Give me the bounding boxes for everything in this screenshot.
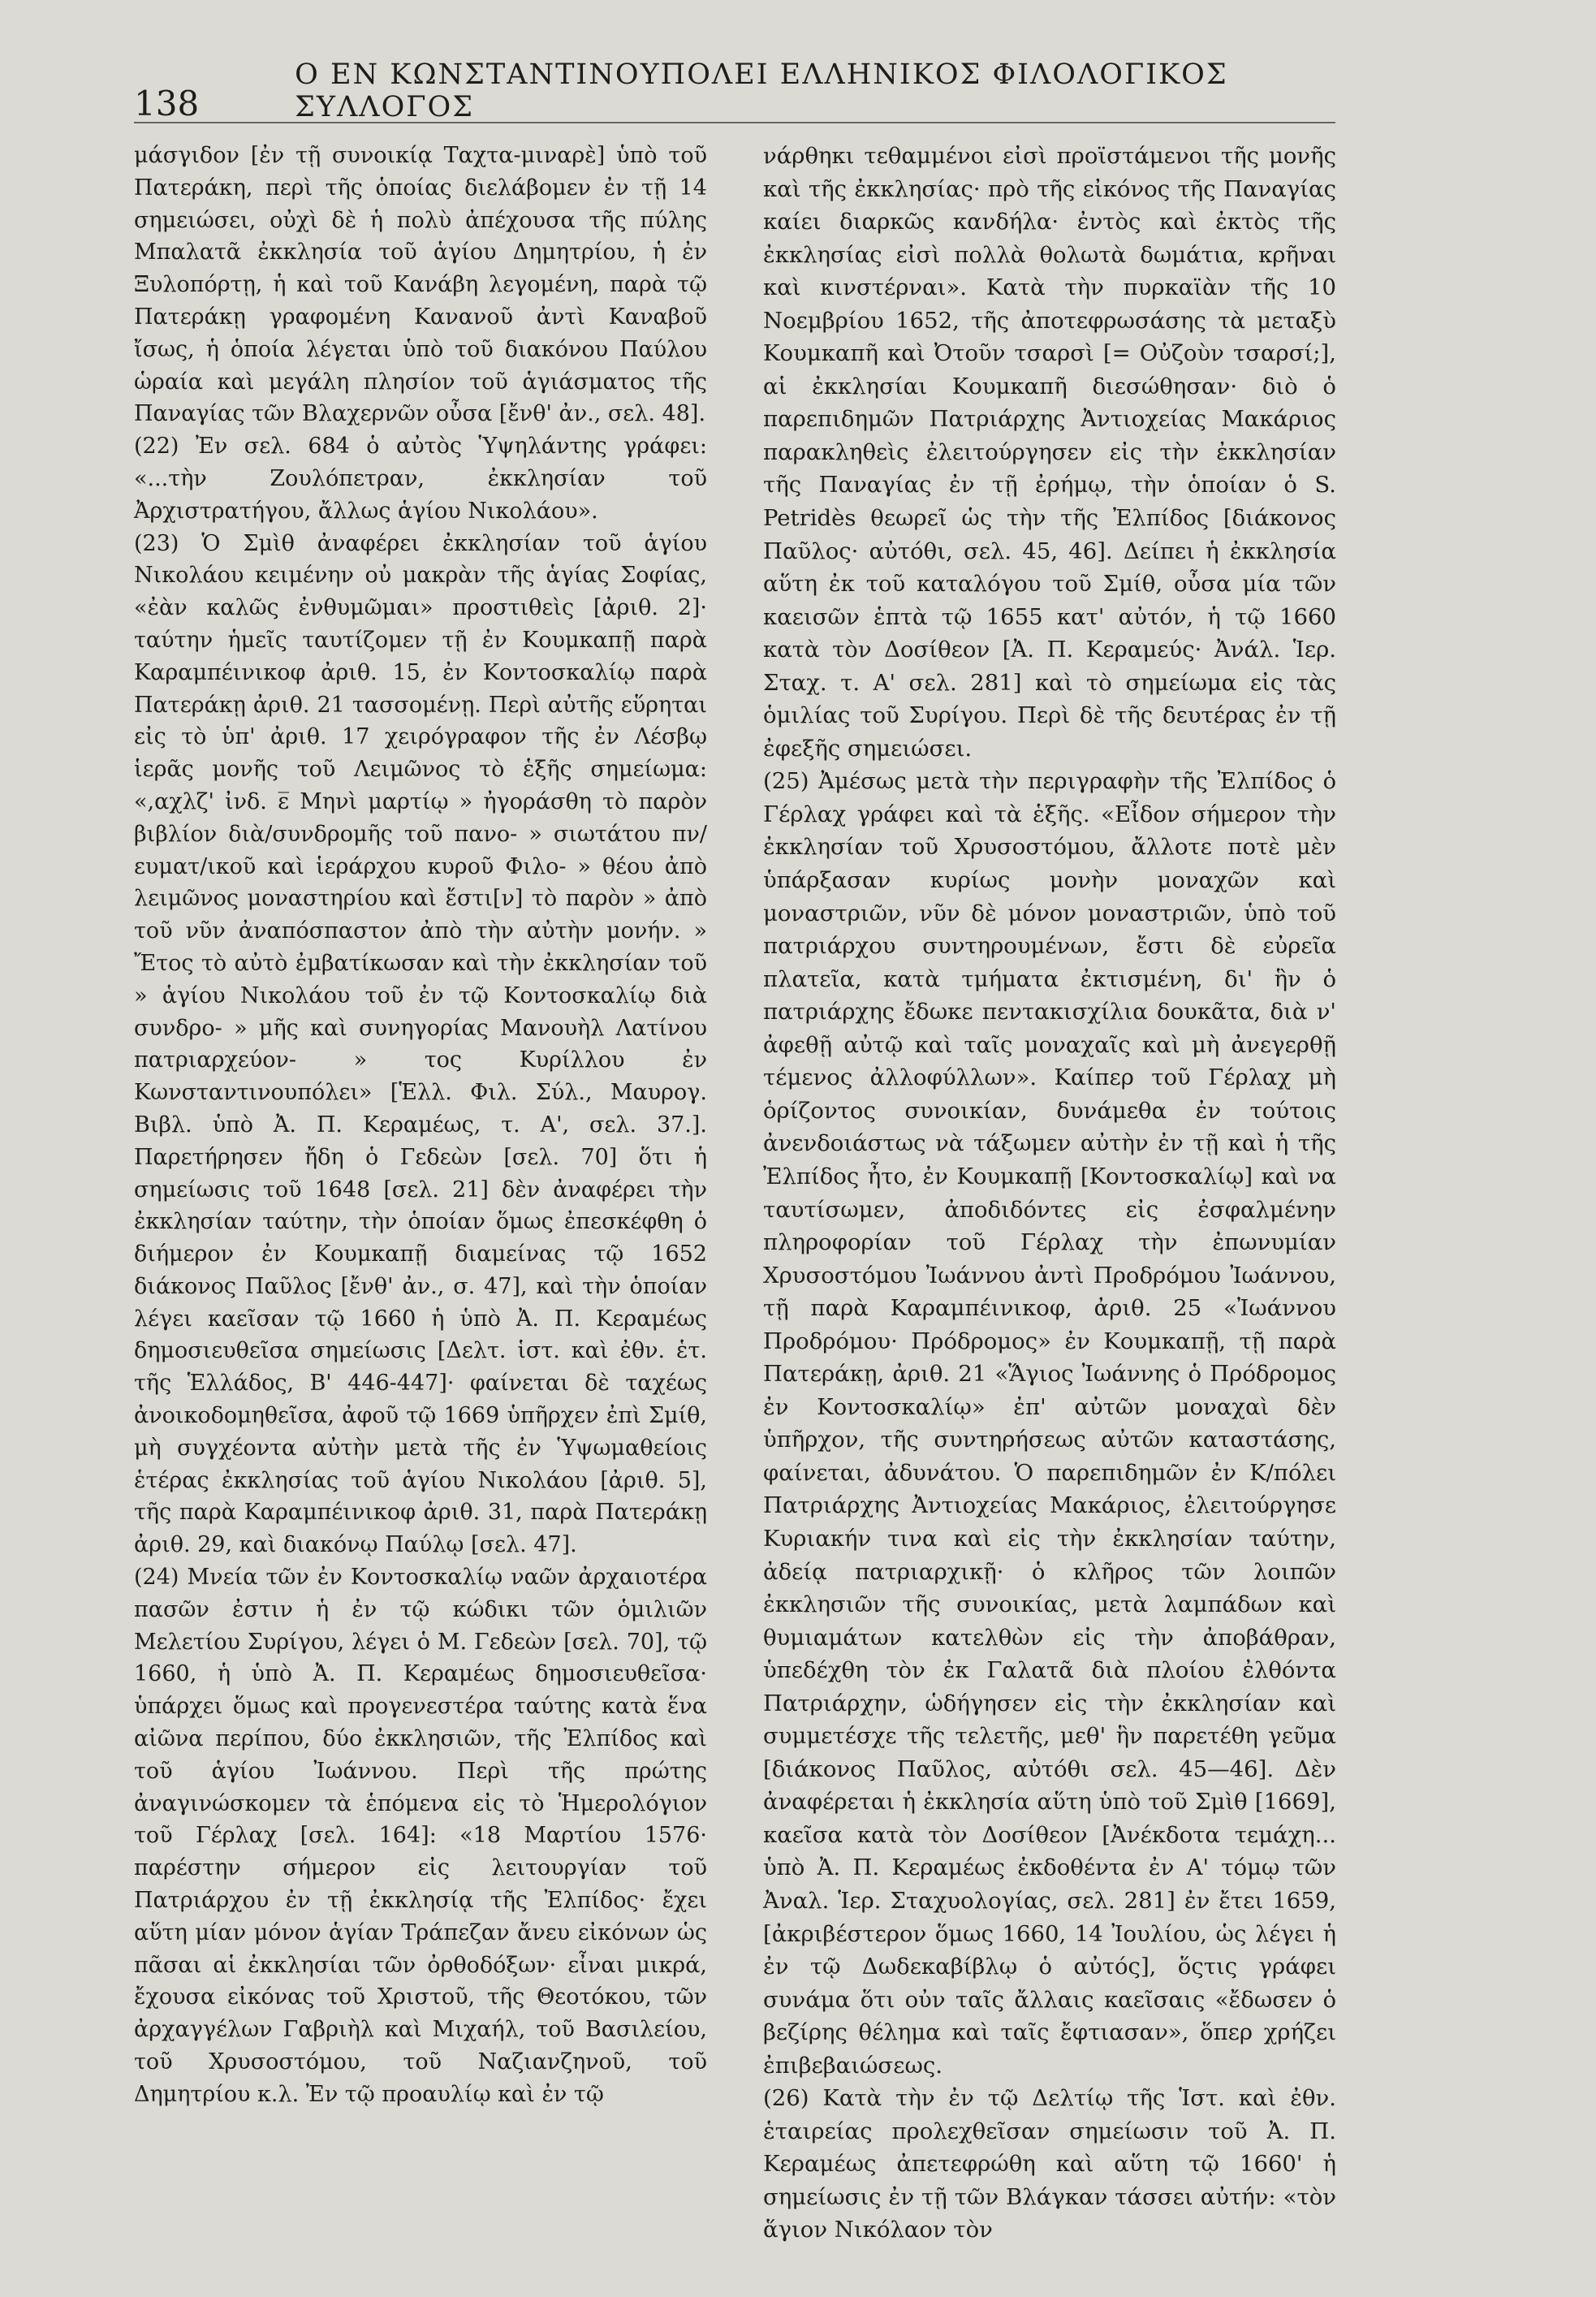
left-column xyxy=(134,140,707,2111)
note-23: (23) Ὁ Σμὶθ ἀναφέρει ἐκκλησίαν τοῦ ἁγίου Νικολάου κειμένην οὐ μακρὰν τῆς ἁγίας Σοφίας, «ἐὰν καλῶς ἐνθυμῶμαι» προστιθεὶς [ἀριθ. 2]· ταύτην ἡμεῖς ταυτίζομεν τῇ ἐν Κουμκαπῇ παρὰ Καραμπέινικοφ ἀριθ. 15, ἐν Κοντοσκαλίῳ παρὰ Πατεράκῃ ἀριθ. 21 τασσομένῃ. Περὶ αὐτῆς εὕρηται εἰς τὸ ὑπ' ἀριθ. 17 χειρόγραφον τῆς ἐν Λέσβῳ ἱερᾶς μονῆς τοῦ Λειμῶνος τὸ ἑξῆς σημείωμα: «,αχλζ' ἰνδ. ε̅ Μηνὶ μαρτίῳ » ἠγοράσθη τὸ παρὸν βιβλίον διὰ/συνδρομῆς τοῦ πανο- » σιωτάτου πν/ευματ/ικοῦ καὶ ἱεράρχου κυροῦ Φιλο- » θέου ἀπὸ λειμῶνος μοναστηρίου καὶ ἔστι[ν] τὸ παρὸν » ἀπὸ τοῦ νῦν ἀναπόσπαστον ἀπὸ τὴν αὐτὴν μονήν. » Ἔτος τὸ αὐτὸ ἐμβατίκωσαν καὶ τὴν ἐκκλησίαν τοῦ » ἁγίου Νικολάου τοῦ ἐν τῷ Κοντοσκαλίῳ διὰ συνδρο- » μῆς καὶ συνηγορίας Μανουὴλ Λατίνου πατριαρχεύον- » τος Κυρίλλου ἐν Κωνσταντινουπόλει» [Ἑλλ. Φιλ. Σύλ., Μαυρογ. Βιβλ. ὑπὸ Ἀ. Π. Κεραμέως, τ. Α', σελ. 37.]. Παρετήρησεν ἤδη ὁ Γεδεὼν [σελ. 70] ὅτι ἡ σημείωσις τοῦ 1648 [σελ. 21] δὲν ἀναφέρει τὴν ἐκκλησίαν ταύτην, τὴν ὁποίαν ὅμως ἐπεσκέφθη ὁ διήμερον ἐν Κουμκαπῇ διαμείνας τῷ 1652 διάκονος Παῦλος [ἔνθ' ἀν., σ. 47], καὶ τὴν ὁποίαν λέγει καεῖσαν τῷ 1660 ἡ ὑπὸ Ἀ. Π. Κεραμέως δημοσιευθεῖσα σημείωσις [Δελτ. ἱστ. καὶ ἐθν. ἑτ. τῆς Ἑλλάδος, Β' 446-447]· φαίνεται δὲ ταχέως ἀνοικοδομηθεῖσα, ἀφοῦ τῷ 1669 ὑπῆρχεν ἐπὶ Σμίθ, μὴ συγχέοντα αὐτὴν μετὰ τῆς ἐν Ὑψωμαθείοις ἑτέρας ἐκκλησίας τοῦ ἁγίου Νικολάου [ἀριθ. 5], τῆς παρὰ Καραμπέινικοφ ἀριθ. 31, παρὰ Πατεράκῃ ἀριθ. 29, καὶ διακόνῳ Παύλῳ [σελ. 47]. xyxy=(134,530,707,1558)
header-rule xyxy=(134,122,1335,123)
note-26: (26) Κατὰ τὴν ἐν τῷ Δελτίῳ τῆς Ἱστ. καὶ ἐθν. ἑταιρείας προλεχθεῖσαν σημείωσιν τοῦ Ἀ. Π. Κεραμέως ἀπετεφρώθη καὶ αὕτη τῷ 1660' ἡ σημείωσις ἐν τῇ τῶν Βλάγκαν τάσσει αὐτήν: «τὸν ἅγιον Νικόλαον τὸν xyxy=(763,2085,1336,2243)
note-24: (24) Μνεία τῶν ἐν Κοντοσκαλίῳ ναῶν ἀρχαιοτέρα πασῶν ἐστιν ἡ ἐν τῷ κώδικι τῶν ὁμιλιῶν Μελετίου Συρίγου, λέγει ὁ Μ. Γεδεὼν [σελ. 70], τῷ 1660, ἡ ὑπὸ Ἀ. Π. Κεραμέως δημοσιευθεῖσα· ὑπάρχει ὅμως καὶ προγενεστέρα ταύτης κατὰ ἕνα αἰῶνα περίπου, δύο ἐκκλησιῶν, τῆς Ἐλπίδος καὶ τοῦ ἁγίου Ἰωάννου. Περὶ τῆς πρώτης ἀναγινώσκομεν τὰ ἑπόμενα εἰς τὸ Ἡμερολόγιον τοῦ Γέρλαχ [σελ. 164]: «18 Μαρτίου 1576· παρέστην σήμερον εἰς λειτουργίαν τοῦ Πατριάρχου ἐν τῇ ἐκκλησίᾳ τῆς Ἐλπίδος· ἔχει αὕτη μίαν μόνον ἁγίαν Τράπεζαν ἄνευ εἰκόνων ὡς πᾶσαι αἱ ἐκκλησίαι τῶν ὀρθοδόξων· εἶναι μικρά, ἔχουσα εἰκόνας τοῦ Χριστοῦ, τῆς Θεοτόκου, τῶν ἀρχαγγέλων Γαβριὴλ καὶ Μιχαήλ, τοῦ Βασιλείου, τοῦ Χρυσοστόμου, τοῦ Ναζιανζηνοῦ, τοῦ Δημητρίου κ.λ. Ἐν τῷ προαυλίῳ καὶ ἐν τῷ xyxy=(134,1565,707,2107)
running-head xyxy=(134,58,1335,123)
paragraph: μάσγιδον [ἐν τῇ συνοικίᾳ Ταχτα-μιναρὲ] ὑπὸ τοῦ Πατεράκη, περὶ τῆς ὁποίας διελάβομεν ἐν τῇ 14 σημειώσει, οὐχὶ δὲ ἡ πολὺ ἀπέχουσα τῆς πύλης Μπαλατᾶ ἐκκλησία τοῦ ἁγίου Δημητρίου, ἡ ἐν Ξυλοπόρτῃ, ἡ καὶ τοῦ Κανάβη λεγομένη, παρὰ τῷ Πατεράκῃ γραφομένη Κανανοῦ ἀντὶ Καναβοῦ ἴσως, ἡ ὁποία λέγεται ὑπὸ τοῦ διακόνου Παύλου ὡραία καὶ μεγάλη πλησίον τοῦ ἁγιάσματος τῆς Παναγίας τῶν Βλαχερνῶν οὖσα [ἔνθ' ἀν., σελ. 48]. xyxy=(134,143,707,427)
paragraph: νάρθηκι τεθαμμένοι εἰσὶ προϊστάμενοι τῆς μονῆς καὶ τῆς ἐκκλησίας· πρὸ τῆς εἰκόνος τῆς Παναγίας καίει διαρκῶς κανδήλα· ἐντὸς καὶ ἐκτὸς τῆς ἐκκλησίας εἰσὶ πολλὰ θολωτὰ δωμάτια, κρῆναι καὶ κινστέρναι». Κατὰ τὴν πυρκαϊὰν τῆς 10 Νοεμβρίου 1652, τῆς ἀποτεφρωσάσης τὰ μεταξὺ Κουμκαπῆ καὶ Ὀτοῦν τσαρσὶ [= Οὐζοὺν τσαρσί;], αἱ ἐκκλησίαι Κουμκαπῆ διεσώθησαν· διὸ ὁ παρεπιδημῶν Πατριάρχης Ἀντιοχείας Μακάριος παρακληθεὶς ἐλειτούργησεν εἰς τὴν ἐκκλησίαν τῆς Παναγίας ἐν τῇ ἐρήμῳ, τὴν ὁποίαν ὁ S. Petridès θεωρεῖ ὡς τὴν τῆς Ἐλπίδος [διάκονος Παῦλος· αὐτόθι, σελ. 45, 46]. Δείπει ἡ ἐκκλησία αὕτη ἐκ τοῦ καταλόγου τοῦ Σμίθ, οὖσα μία τῶν καεισῶν ἑπτὰ τῷ 1655 κατ' αὐτόν, ἡ τῷ 1660 κατὰ τὸν Δοσίθεον [Ἀ. Π. Κεραμεύς· Ἀνάλ. Ἱερ. Σταχ. τ. Α' σελ. 281] καὶ τὸ σημείωμα εἰς τὰς ὁμιλίας τοῦ Συρίγου. Περὶ δὲ τῆς δευτέρας ἐν τῇ ἐφεξῆς σημειώσει. xyxy=(763,143,1336,762)
running-title: Ο ΕΝ ΚΩΝΣΤΑΝΤΙΝΟΥΠΟΛΕΙ ΕΛΛΗΝΙΚΟΣ ΦΙΛΟΛΟΓΙΚΟΣ ΣΥΛΛΟΓΟΣ xyxy=(295,58,1228,123)
page-number: 138 xyxy=(134,84,200,123)
note-25: (25) Ἀμέσως μετὰ τὴν περιγραφὴν τῆς Ἐλπίδος ὁ Γέρλαχ γράφει καὶ τὰ ἑξῆς. «Εἶδον σήμερον τὴν ἐκκλησίαν τοῦ Χρυσοστόμου, ἄλλοτε ποτὲ μὲν ὑπάρξασαν κυρίως μονὴν μοναχῶν καὶ μοναστριῶν, νῦν δὲ μόνον μοναστριῶν, ὑπὸ τοῦ πατριάρχου συντηρουμένων, ἔστι δὲ εὐρεῖα πλατεῖα, κατὰ τμήματα ἐκτισμένη, δι' ἣν ὁ πατριάρχης ἔδωκε πεντακισχίλια δουκᾶτα, διὰ ν' ἀφεθῇ αὐτῷ καὶ ταῖς μοναχαῖς καὶ μὴ ἀνεγερθῇ τέμενος ἀλλοφύλλων». Καίπερ τοῦ Γέρλαχ μὴ ὁρίζοντος συνοικίαν, δυνάμεθα ἐν τούτοις ἀνενδοιάστως νὰ τάξωμεν αὐτὴν ἐν τῇ καὶ ἡ τῆς Ἐλπίδος ἦτο, ἐν Κουμκαπῇ [Κοντοσκαλίῳ] καὶ να ταυτίσωμεν, ἀποδιδόντες εἰς ἐσφαλμένην πληροφορίαν τοῦ Γέρλαχ τὴν ἐπωνυμίαν Χρυσοστόμου Ἰωάννου ἀντὶ Προδρόμου Ἰωάννου, τῇ παρὰ Καραμπέινικοφ, ἀριθ. 25 «Ἰωάννου Προδρόμου· Πρόδρομος» ἐν Κουμκαπῇ, τῇ παρὰ Πατεράκῃ, ἀριθ. 21 «Ἅγιος Ἰωάννης ὁ Πρόδρομος ἐν Κοντοσκαλίῳ» ἐπ' αὐτῶν μοναχαὶ δὲν ὑπῆρχον, τῆς συντηρήσεως αὐτῶν καταστάσης, φαίνεται, ἀδυνάτου. Ὁ παρεπιδημῶν ἐν Κ/πόλει Πατριάρχης Ἀντιοχείας Μακάριος, ἐλειτούργησε Κυριακήν τινα καὶ εἰς τὴν ἐκκλησίαν ταύτην, ἀδείᾳ πατριαρχικῇ· ὁ κλῆρος τῶν λοιπῶν ἐκκλησιῶν τῆς συνοικίας, μετὰ λαμπάδων καὶ θυμιαμάτων κατελθὼν εἰς τὴν ἀποβάθραν, ὑπεδέχθη τὸν ἐκ Γαλατᾶ διὰ πλοίου ἐλθόντα Πατριάρχην, ὡδήγησεν εἰς τὴν ἐκκλησίαν καὶ συμμετέσχε τῆς τελετῆς, μεθ' ἣν παρετέθη γεῦμα [διάκονος Παῦλος, αὐτόθι σελ. 45—46]. Δὲν ἀναφέρεται ἡ ἐκκλησία αὕτη ὑπὸ τοῦ Σμὶθ [1669], καεῖσα κατὰ τὸν Δοσίθεον [Ἀνέκδοτα τεμάχη... ὑπὸ Ἀ. Π. Κεραμέως ἐκδοθέντα ἐν Α' τόμῳ τῶν Ἀναλ. Ἱερ. Σταχυολογίας, σελ. 281] ἐν ἔτει 1659, [ἀκριβέστερον ὅμως 1660, 14 Ἰουλίου, ὡς λέγει ἡ ἐν τῷ Δωδεκαβίβλῳ ὁ αὐτός], ὅςτις γράφει συνάμα ὅτι οὐν ταῖς ἄλλαις καεῖσαις «ἔδωσεν ὁ βεζίρης θέλημα καὶ ταῖς ἔφτιασαν», ὅπερ χρήζει ἐπιβεβαιώσεως. xyxy=(763,768,1336,2079)
right-column xyxy=(763,140,1336,2247)
note-22: (22) Ἐν σελ. 684 ὁ αὐτὸς Ὑψηλάντης γράφει: «...τὴν Ζουλόπετραν, ἐκκλησίαν τοῦ Ἀρχιστρατήγου, ἄλλως ἁγίου Νικολάου». xyxy=(134,434,707,524)
